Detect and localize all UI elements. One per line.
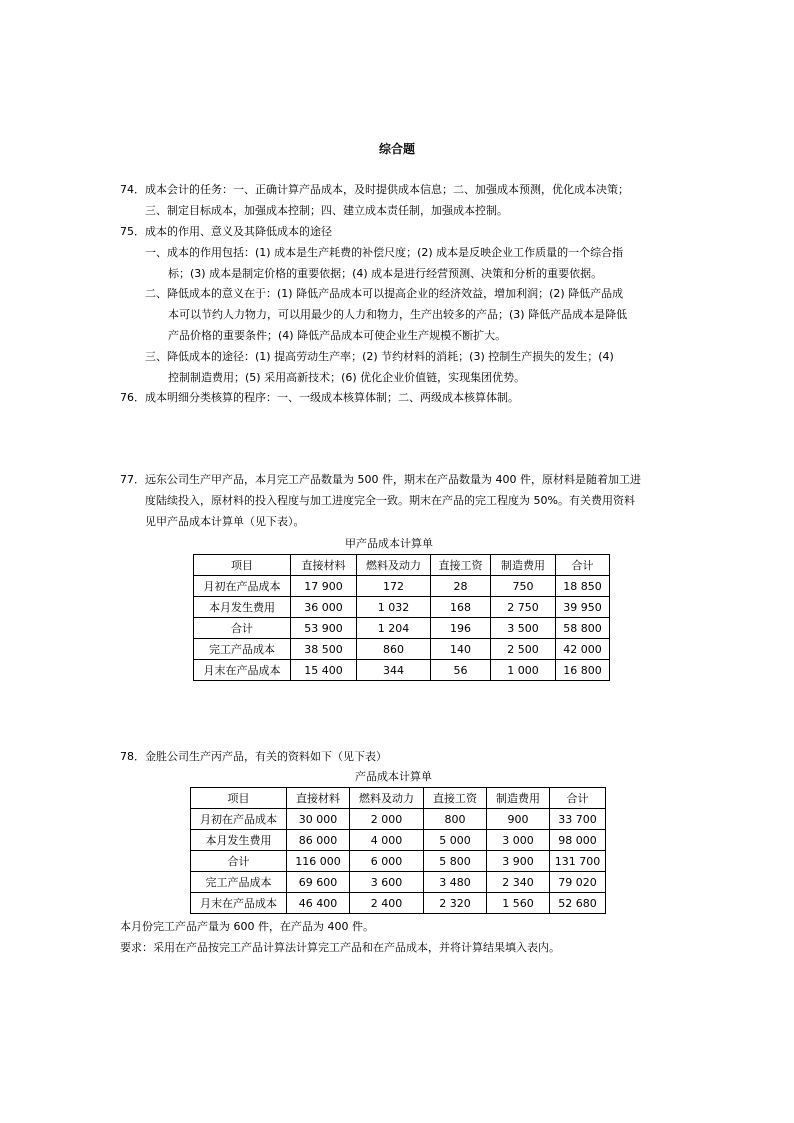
table-row [191,872,606,893]
table-cell: 56 [431,660,491,681]
table-cell: 17 900 [291,576,357,597]
table-cell: 38 500 [291,639,357,660]
table-row [194,618,610,639]
q77-cost-table [193,554,610,681]
table-cell: 33 700 [550,809,606,830]
q74-line-2: 三、制定目标成本，加强成本控制；四、建立成本责任制，加强成本控制。 [145,204,508,217]
q75-p2-line-3: 产品价格的重要条件；(4) 降低产品成本可使企业生产规模不断扩大。 [168,329,507,342]
row-label: 合计 [191,851,287,872]
q78-note-2: 要求：采用在产品按完工产品计算法计算完工产品和在产品成本，并将计算结果填入表内。 [120,941,560,954]
table-cell: 750 [491,576,556,597]
row-label: 本月发生费用 [191,830,287,851]
q77-line-2: 度陆续投入，原材料的投入程度与加工进度完全一致。期末在产品的完工程度为 50%。有关费用资料 [145,494,635,507]
header-cell: 制造费用 [491,555,556,576]
q75-p1-line-1: 一、成本的作用包括：(1) 成本是生产耗费的补偿尺度；(2) 成本是反映企业工作质量的一个综合指 [145,246,624,259]
table-cell: 2 750 [491,597,556,618]
table-row [194,639,610,660]
header-cell: 直接工资 [424,788,487,809]
table-cell: 42 000 [556,639,610,660]
q78-cost-table [190,787,606,914]
table-cell: 69 600 [287,872,350,893]
table-cell: 98 000 [550,830,606,851]
table-cell: 30 000 [287,809,350,830]
header-cell: 合计 [556,555,610,576]
table-header-row [191,788,606,809]
row-label: 月末在产品成本 [194,660,291,681]
q75-p2-line-1: 二、降低成本的意义在于：(1) 降低产品成本可以提高企业的经济效益，增加利润；(2) 降低产品成 [145,287,624,300]
table-cell: 131 700 [550,851,606,872]
table-cell: 3 900 [487,851,550,872]
page-title: 综合题 [379,142,416,156]
table-cell: 116 000 [287,851,350,872]
table-cell: 1 032 [357,597,431,618]
q75-p3-line-1: 三、降低成本的途径：(1) 提高劳动生产率；(2) 节约材料的消耗；(3) 控制生产损失的发生；(4) [145,350,614,363]
table-header-row [194,555,610,576]
table-cell: 1 000 [491,660,556,681]
row-label: 月末在产品成本 [191,893,287,914]
table-cell: 3 480 [424,872,487,893]
table-cell: 16 800 [556,660,610,681]
table-cell: 28 [431,576,491,597]
table-cell: 140 [431,639,491,660]
q77-line-1: 77．远东公司生产甲产品，本月完工产品数量为 500 件，期末在产品数量为 400 件，原材料是随着加工进 [120,473,641,486]
table-cell: 172 [357,576,431,597]
table-cell: 2 500 [491,639,556,660]
q74-line-1: 74．成本会计的任务：一、正确计算产品成本，及时提供成本信息；二、加强成本预测，优化成本决策； [120,183,629,196]
header-cell: 合计 [550,788,606,809]
table-cell: 15 400 [291,660,357,681]
row-label: 本月发生费用 [194,597,291,618]
q76-line-1: 76．成本明细分类核算的程序：一、一级成本核算体制；二、两级成本核算体制。 [120,391,519,404]
table-cell: 36 000 [291,597,357,618]
q75-heading: 75．成本的作用、意义及其降低成本的途径 [120,225,332,238]
table-cell: 900 [487,809,550,830]
table-cell: 39 950 [556,597,610,618]
row-label: 合计 [194,618,291,639]
header-cell: 项目 [191,788,287,809]
table-cell: 860 [357,639,431,660]
table-cell: 3 600 [350,872,424,893]
table-cell: 2 320 [424,893,487,914]
table-cell: 2 340 [487,872,550,893]
table-cell: 800 [424,809,487,830]
table-cell: 344 [357,660,431,681]
header-cell: 直接材料 [287,788,350,809]
q78-table-title: 产品成本计算单 [355,770,432,783]
table-cell: 58 800 [556,618,610,639]
header-cell: 燃料及动力 [357,555,431,576]
table-cell: 1 204 [357,618,431,639]
table-cell: 53 900 [291,618,357,639]
q75-p1-line-2: 标；(3) 成本是制定价格的重要依据；(4) 成本是进行经营预测、决策和分析的重要依据。 [168,267,603,280]
row-label: 完工产品成本 [191,872,287,893]
table-cell: 196 [431,618,491,639]
row-label: 月初在产品成本 [194,576,291,597]
q78-line-1: 78．金胜公司生产丙产品，有关的资料如下（见下表） [120,750,387,763]
header-cell: 燃料及动力 [350,788,424,809]
header-cell: 直接工资 [431,555,491,576]
table-cell: 4 000 [350,830,424,851]
q77-line-3: 见甲产品成本计算单（见下表）。 [145,515,305,528]
table-cell: 18 850 [556,576,610,597]
table-row [194,597,610,618]
header-cell: 直接材料 [291,555,357,576]
table-cell: 1 560 [487,893,550,914]
table-cell: 3 000 [487,830,550,851]
table-row [191,851,606,872]
row-label: 月初在产品成本 [191,809,287,830]
table-cell: 5 800 [424,851,487,872]
table-cell: 168 [431,597,491,618]
table-cell: 6 000 [350,851,424,872]
row-label: 完工产品成本 [194,639,291,660]
table-cell: 2 000 [350,809,424,830]
header-cell: 项目 [194,555,291,576]
header-cell: 制造费用 [487,788,550,809]
q75-p3-line-2: 控制制造费用；(5) 采用高新技术；(6) 优化企业价值链，实现集团优势。 [168,371,526,384]
table-row [194,660,610,681]
table-cell: 52 680 [550,893,606,914]
table-row [191,830,606,851]
table-cell: 79 020 [550,872,606,893]
table-cell: 3 500 [491,618,556,639]
q77-table-title: 甲产品成本计算单 [345,537,433,550]
table-row [191,893,606,914]
q75-p2-line-2: 本可以节约人力物力，可以用最少的人力和物力，生产出较多的产品；(3) 降低产品成本是降低 [168,308,628,321]
table-row [194,576,610,597]
table-cell: 46 400 [287,893,350,914]
table-cell: 5 000 [424,830,487,851]
table-row [191,809,606,830]
q78-note-1: 本月份完工产品产量为 600 件，在产品为 400 件。 [120,920,374,933]
table-cell: 2 400 [350,893,424,914]
table-cell: 86 000 [287,830,350,851]
